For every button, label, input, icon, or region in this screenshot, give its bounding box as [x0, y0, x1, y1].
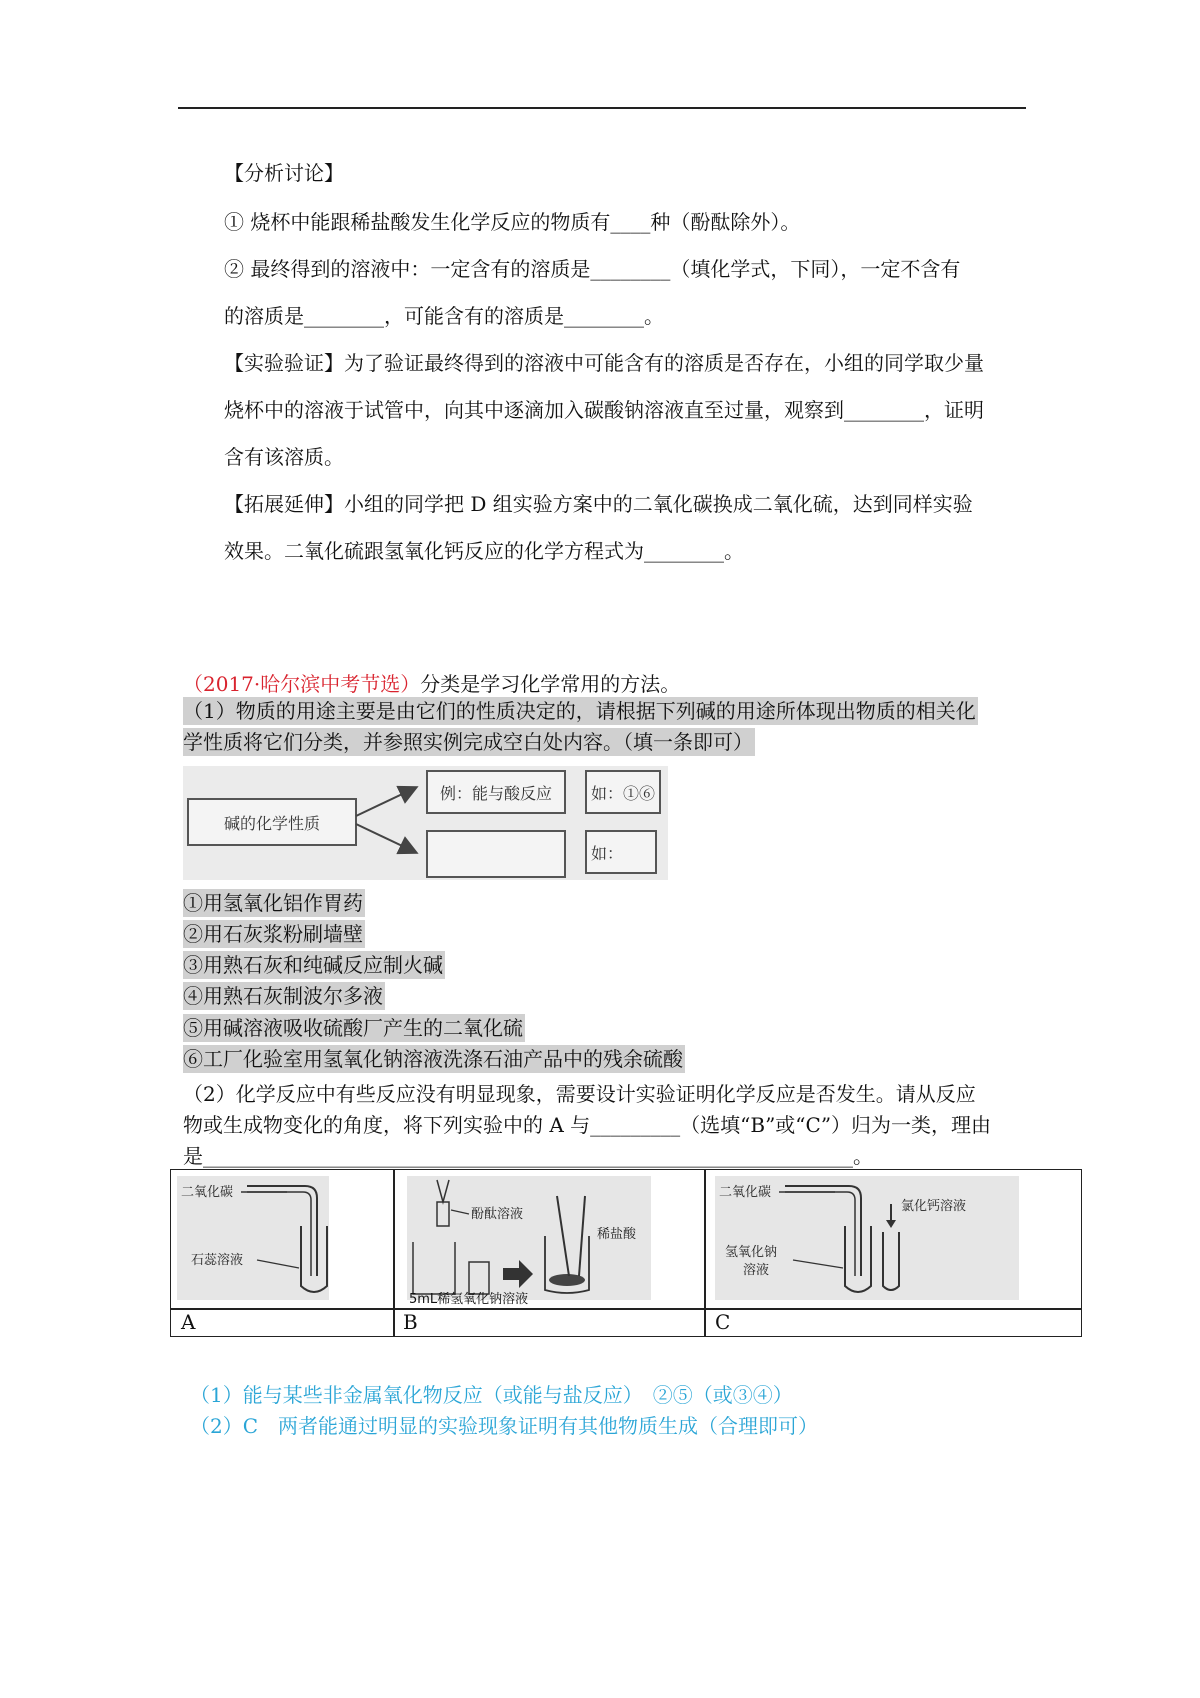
analysis-q1: ① 烧杯中能跟稀盐酸发生化学反应的物质有____种（酚酞除外）。 [224, 210, 801, 234]
q2-line2: 物或生成物变化的角度，将下列实验中的 A 与_________（选填“B”或“C”）归为一类，理由 [183, 1113, 992, 1137]
experiment-a-label-solution: 石蕊溶液 [191, 1253, 244, 1268]
diagram-branch2-example: 如： [585, 830, 657, 874]
extend-line1: 【拓展延伸】小组的同学把 D 组实验方案中的二氧化碳换成二氧化硫，达到同样实验 [224, 492, 973, 516]
q2-line3: 是_________________________________________________________________。 [183, 1144, 873, 1168]
question-source: （2017·哈尔滨中考节选） [183, 672, 421, 696]
answer-line1: （1）能与某些非金属氧化物反应（或能与盐反应） ②⑤（或③④） [190, 1383, 793, 1407]
table-col-divider [704, 1170, 706, 1336]
diagram-branch1-box: 例：能与酸反应 [426, 770, 566, 814]
verify-line3: 含有该溶质。 [224, 445, 344, 469]
classification-diagram [183, 766, 668, 880]
use-item-6: ⑥工厂化验室用氢氧化钠溶液洗涤石油产品中的残余硫酸 [183, 1047, 683, 1071]
experiment-b-drawing [407, 1176, 651, 1300]
analysis-q2-line2: 的溶质是________，可能含有的溶质是________。 [224, 304, 664, 328]
experiment-c-label-cacl2: 氯化钙溶液 [901, 1199, 967, 1214]
experiment-a-label-co2: 二氧化碳 [181, 1185, 234, 1200]
experiment-b-label-phenol: 酚酞溶液 [471, 1207, 524, 1222]
header-rule [178, 107, 1026, 109]
question-header [183, 668, 680, 697]
table-col-divider [393, 1170, 395, 1336]
experiment-c-drawing [715, 1176, 1019, 1300]
experiment-b-label: B [403, 1310, 418, 1334]
table-row-divider [171, 1308, 1081, 1310]
verify-line2: 烧杯中的溶液于试管中，向其中逐滴加入碳酸钠溶液直至过量，观察到________，证明 [224, 398, 984, 422]
experiment-c-label-co2: 二氧化碳 [719, 1185, 772, 1200]
diagram-branch1-example: 如：①⑥ [585, 770, 661, 814]
experiment-c-label: C [715, 1310, 731, 1334]
q1-line2: 学性质将它们分类，并参照实例完成空白处内容。（填一条即可） [183, 730, 753, 754]
analysis-title: 【分析讨论】 [224, 161, 344, 185]
extend-line2: 效果。二氧化硫跟氢氧化钙反应的化学方程式为________。 [224, 539, 744, 563]
experiment-c-label-naoh1: 氢氧化钠 [725, 1245, 778, 1260]
experiment-a-drawing [177, 1176, 329, 1300]
experiment-table [170, 1169, 1082, 1337]
experiment-a-label: A [181, 1310, 196, 1334]
analysis-q2-line1: ② 最终得到的溶液中：一定含有的溶质是________（填化学式，下同），一定不含有 [224, 257, 961, 281]
answer-line2: （2）C 两者能通过明显的实验现象证明有其他物质生成（合理即可） [190, 1414, 819, 1438]
experiment-b-image [407, 1176, 651, 1300]
experiment-b-label-naoh: 5mL稀氢氧化钠溶液 [409, 1292, 529, 1307]
q1-line1: （1）物质的用途主要是由它们的性质决定的，请根据下列碱的用途所体现出物质的相关化 [183, 699, 976, 723]
question-intro: 分类是学习化学常用的方法。 [420, 672, 681, 696]
experiment-c-image [715, 1176, 1019, 1300]
experiment-a-image [177, 1176, 329, 1300]
use-item-5: ⑤用碱溶液吸收硫酸厂产生的二氧化硫 [183, 1016, 523, 1040]
q2-line1: （2）化学反应中有些反应没有明显现象，需要设计实验证明化学反应是否发生。请从反应 [183, 1082, 976, 1106]
use-item-2: ②用石灰浆粉刷墙壁 [183, 922, 363, 946]
use-item-4: ④用熟石灰制波尔多液 [183, 984, 383, 1008]
experiment-c-label-naoh2: 溶液 [743, 1263, 770, 1278]
diagram-branch2-box [426, 830, 566, 878]
use-item-1: ①用氢氧化铝作胃药 [183, 891, 363, 915]
diagram-root-box: 碱的化学性质 [187, 798, 357, 846]
experiment-b-label-hcl: 稀盐酸 [597, 1227, 637, 1242]
use-item-3: ③用熟石灰和纯碱反应制火碱 [183, 953, 443, 977]
verify-line1: 【实验验证】为了验证最终得到的溶液中可能含有的溶质是否存在，小组的同学取少量 [224, 351, 984, 375]
